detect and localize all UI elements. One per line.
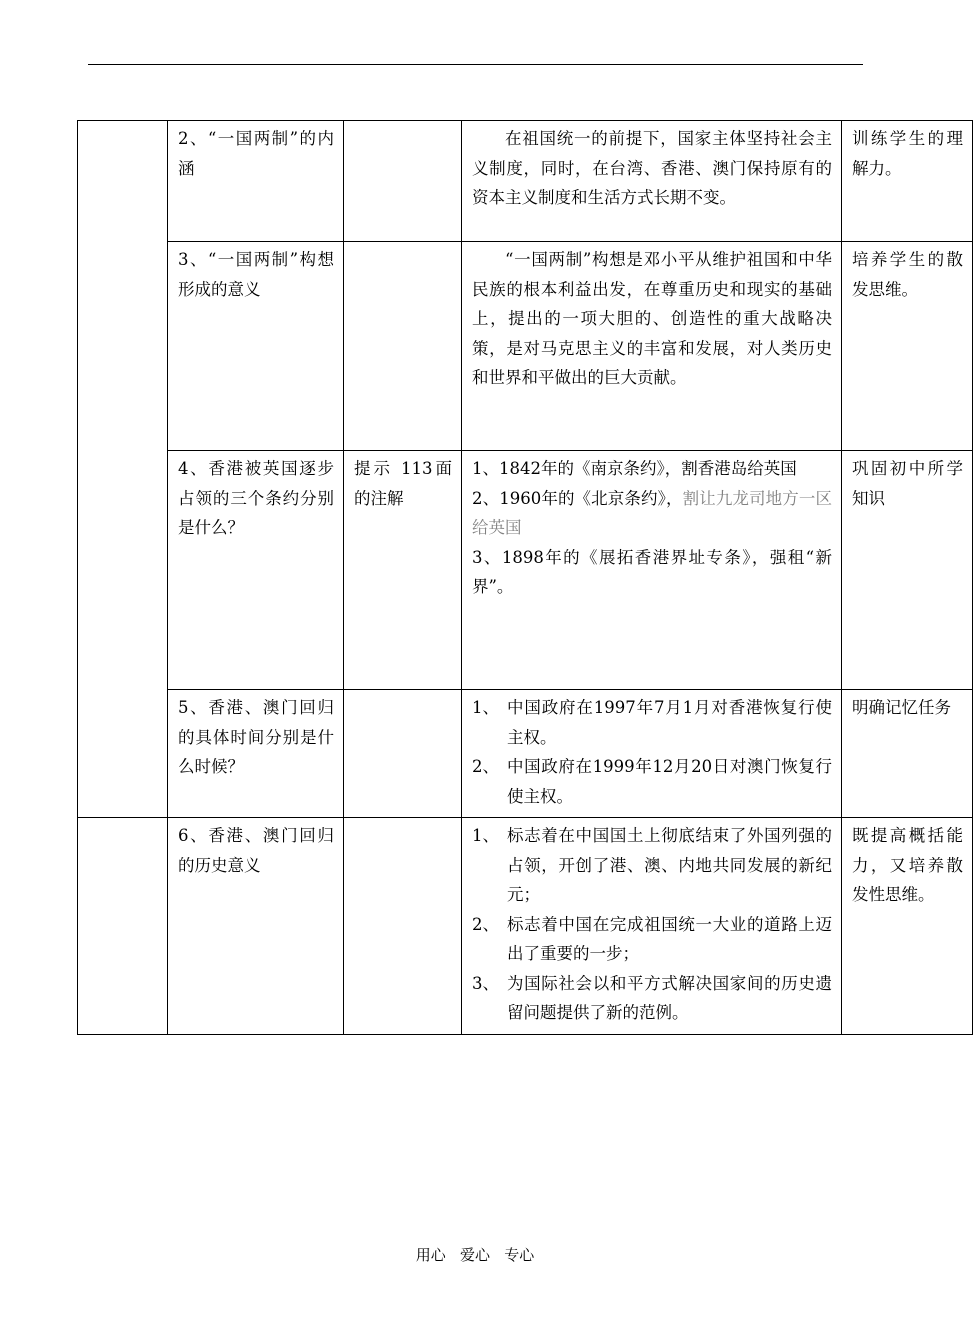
purpose-cell: 训练学生的理解力。	[842, 121, 973, 242]
topic-cell: 5、香港、澳门回归的具体时间分别是什么时候？	[168, 690, 344, 818]
list-item: 1、 标志着在中国国土上彻底结束了外国列强的占领，开创了港、澳、内地共同发展的新纪元；	[472, 826, 832, 904]
hint-cell	[344, 690, 462, 818]
topic-cell: 2、“一国两制”的内涵	[168, 121, 344, 242]
page-footer: 用心 爱心 专心	[415, 1246, 535, 1264]
section-cell	[78, 818, 168, 1035]
hint-cell	[344, 818, 462, 1035]
content-cell	[462, 690, 842, 818]
treaty-line	[472, 484, 832, 543]
topic-cell: 4、香港被英国逐步占领的三个条约分别是什么？	[168, 451, 344, 690]
table-row	[78, 690, 973, 818]
header-rule	[88, 64, 863, 65]
list-item: 3、 为国际社会以和平方式解决国家间的历史遗留问题提供了新的范例。	[472, 973, 832, 1022]
numbered-list	[472, 821, 832, 1028]
table-row	[78, 818, 973, 1035]
content-cell: 在祖国统一的前提下，国家主体坚持社会主义制度，同时，在台湾、香港、澳门保持原有的资本主义制度和生活方式长期不变。	[462, 121, 842, 242]
topic-cell: 6、香港、澳门回归的历史意义	[168, 818, 344, 1035]
purpose-cell: 明确记忆任务	[842, 690, 973, 818]
list-item: 1、 中国政府在1997年7月1月对香港恢复行使主权。	[472, 698, 832, 747]
list-item: 2、 标志着中国在完成祖国统一大业的道路上迈出了重要的一步；	[472, 914, 832, 963]
table-row	[78, 242, 973, 451]
table-row	[78, 451, 973, 690]
content-cell	[462, 451, 842, 690]
content-cell: “一国两制”构想是邓小平从维护祖国和中华民族的根本利益出发，在尊重历史和现实的基础上，提出的一项大胆的、创造性的重大战略决策，是对马克思主义的丰富和发展，对人类历史和世界和平做出的巨大贡献。	[462, 242, 842, 451]
content-cell	[462, 818, 842, 1035]
hint-cell: 提示 113面的注解	[344, 451, 462, 690]
hint-cell	[344, 242, 462, 451]
table-row	[78, 121, 973, 242]
list-item: 2、 中国政府在1999年12月20日对澳门恢复行使主权。	[472, 757, 832, 806]
hint-cell	[344, 121, 462, 242]
treaty-line: 1、1842年的《南京条约》，割香港岛给英国	[472, 459, 797, 478]
topic-cell: 3、“一国两制”构想形成的意义	[168, 242, 344, 451]
purpose-cell: 培养学生的散发思维。	[842, 242, 973, 451]
numbered-list	[472, 693, 832, 811]
purpose-cell: 巩固初中所学知识	[842, 451, 973, 690]
treaty-line: 3、1898年的《展拓香港界址专条》，强租“新界”。	[472, 547, 832, 596]
lesson-plan-table	[77, 120, 973, 1035]
treaty-line-text: 2、1960年的《北京条约》，	[472, 488, 683, 508]
section-cell	[78, 121, 168, 818]
treaty-line-grey: 割让九龙司地方一区给英国	[472, 488, 832, 537]
purpose-cell: 既提高概括能力，又培养散发性思维。	[842, 818, 973, 1035]
